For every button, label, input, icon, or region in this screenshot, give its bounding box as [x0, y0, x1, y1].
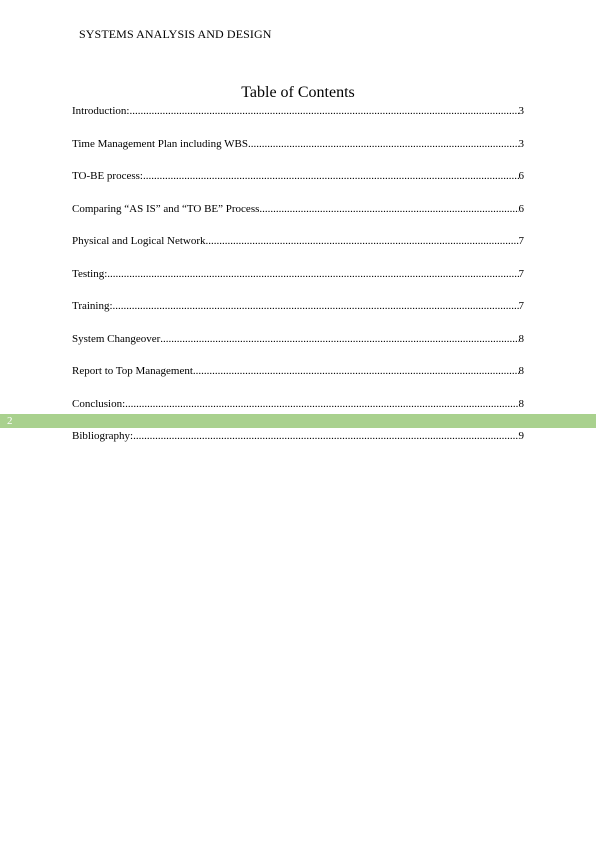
toc-entry-to-be-process[interactable] [72, 169, 524, 202]
toc-leader-dots [259, 202, 518, 216]
toc-entry-label: Testing: [72, 267, 108, 280]
toc-entry-label: Conclusion: [72, 397, 126, 410]
toc-title: Table of Contents [241, 84, 355, 101]
toc-entry-page: 3 [518, 105, 524, 117]
toc-entry-changeover[interactable] [72, 332, 524, 365]
toc-entry-label: Comparing “AS IS” and “TO BE” Process [72, 202, 260, 215]
page-number: 2 [7, 415, 13, 427]
toc-entry-comparing[interactable] [72, 202, 524, 235]
toc-leader-dots [206, 234, 519, 248]
running-header: SYSTEMS ANALYSIS AND DESIGN [79, 27, 272, 41]
toc-leader-dots [129, 104, 518, 118]
toc-leader-dots [193, 364, 519, 378]
toc-entry-page: 6 [518, 202, 524, 215]
toc-entry-label: Bibliography: [72, 430, 134, 442]
toc-entry-bibliography[interactable] [72, 429, 524, 462]
toc-entry-page: 6 [518, 170, 524, 182]
toc-entry-label: Physical and Logical Network [72, 235, 206, 247]
toc-leader-dots [248, 137, 519, 151]
toc-entry-label: TO-BE process: [72, 170, 143, 182]
page-number-band [0, 414, 596, 428]
table-of-contents [72, 104, 524, 462]
toc-leader-dots [133, 429, 518, 443]
toc-entry-page: 7 [518, 300, 524, 312]
toc-leader-dots [113, 299, 519, 313]
toc-entry-page: 8 [518, 397, 524, 410]
toc-leader-dots [107, 267, 518, 281]
toc-entry-page: 8 [518, 332, 524, 345]
toc-entry-label: Training: [72, 300, 113, 312]
toc-entry-report[interactable] [72, 364, 524, 397]
toc-entry-page: 9 [518, 430, 524, 442]
toc-leader-dots [143, 169, 519, 183]
toc-entry-network[interactable] [72, 234, 524, 267]
toc-leader-dots [160, 332, 518, 346]
toc-entry-testing[interactable] [72, 267, 524, 300]
toc-entry-page: 7 [518, 235, 524, 247]
toc-entry-label: Report to Top Management [72, 365, 193, 377]
toc-entry-label: System Changeover [72, 332, 161, 345]
toc-entry-label: Introduction: [72, 105, 130, 117]
toc-entry-introduction[interactable] [72, 104, 524, 137]
toc-entry-page: 8 [518, 365, 524, 377]
toc-leader-dots [125, 397, 518, 411]
toc-entry-label: Time Management Plan including WBS [72, 137, 248, 150]
toc-entry-training[interactable] [72, 299, 524, 332]
toc-entry-time-management[interactable] [72, 137, 524, 170]
toc-entry-page: 7 [518, 267, 524, 280]
toc-entry-page: 3 [518, 137, 524, 150]
